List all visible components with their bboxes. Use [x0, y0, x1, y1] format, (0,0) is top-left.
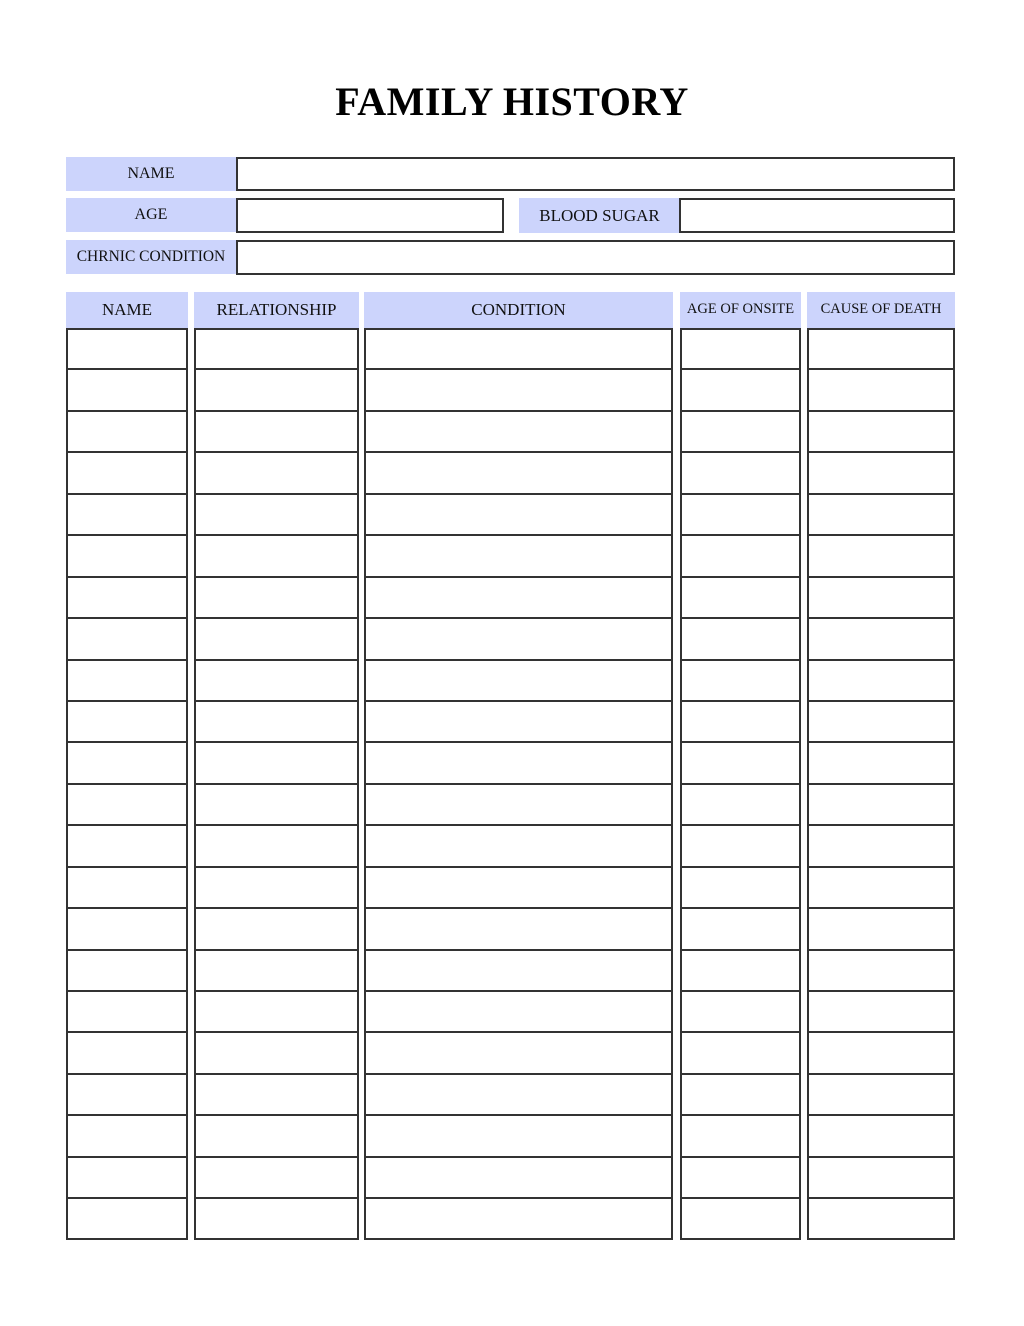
table-cell-cause-of-death[interactable]: [807, 1157, 955, 1198]
table-cell-relationship[interactable]: [194, 1074, 359, 1115]
table-cell-relationship[interactable]: [194, 742, 359, 783]
table-cell-condition[interactable]: [364, 535, 673, 576]
table-cell-name[interactable]: [66, 701, 188, 742]
table-cell-age-of-onset[interactable]: [680, 742, 801, 783]
table-cell-age-of-onset[interactable]: [680, 618, 801, 659]
column-header-cause-of-death: CAUSE OF DEATH: [807, 292, 955, 328]
table-cell-age-of-onset[interactable]: [680, 577, 801, 618]
table-cell-age-of-onset[interactable]: [680, 660, 801, 701]
name-label: NAME: [66, 157, 236, 191]
table-cell-condition[interactable]: [364, 908, 673, 949]
column-cause-of-death-cells: [807, 328, 955, 1240]
table-cell-age-of-onset[interactable]: [680, 369, 801, 410]
table-cell-age-of-onset[interactable]: [680, 535, 801, 576]
table-cell-age-of-onset[interactable]: [680, 950, 801, 991]
table-cell-condition[interactable]: [364, 577, 673, 618]
age-label: AGE: [66, 198, 236, 232]
table-cell-name[interactable]: [66, 618, 188, 659]
table-cell-relationship[interactable]: [194, 867, 359, 908]
table-cell-condition[interactable]: [364, 1198, 673, 1239]
table-cell-cause-of-death[interactable]: [807, 577, 955, 618]
table-cell-cause-of-death[interactable]: [807, 452, 955, 493]
table-cell-cause-of-death[interactable]: [807, 535, 955, 576]
table-cell-name[interactable]: [66, 784, 188, 825]
table-cell-name[interactable]: [66, 1074, 188, 1115]
table-cell-age-of-onset[interactable]: [680, 701, 801, 742]
table-cell-condition[interactable]: [364, 328, 673, 369]
table-cell-relationship[interactable]: [194, 1157, 359, 1198]
table-cell-age-of-onset[interactable]: [680, 825, 801, 866]
table-cell-condition[interactable]: [364, 1115, 673, 1156]
column-header-name: NAME: [66, 292, 188, 328]
table-cell-age-of-onset[interactable]: [680, 452, 801, 493]
table-cell-relationship[interactable]: [194, 535, 359, 576]
table-cell-cause-of-death[interactable]: [807, 328, 955, 369]
table-cell-name[interactable]: [66, 1198, 188, 1239]
table-cell-relationship[interactable]: [194, 328, 359, 369]
table-cell-condition[interactable]: [364, 494, 673, 535]
table-cell-name[interactable]: [66, 742, 188, 783]
table-cell-condition[interactable]: [364, 1157, 673, 1198]
table-cell-name[interactable]: [66, 535, 188, 576]
table-cell-condition[interactable]: [364, 660, 673, 701]
table-cell-name[interactable]: [66, 577, 188, 618]
table-cell-cause-of-death[interactable]: [807, 618, 955, 659]
table-cell-relationship[interactable]: [194, 452, 359, 493]
table-cell-age-of-onset[interactable]: [680, 1198, 801, 1239]
table-cell-condition[interactable]: [364, 701, 673, 742]
table-cell-condition[interactable]: [364, 618, 673, 659]
column-header-age-of-onset: AGE OF ONSITE: [680, 292, 801, 328]
table-cell-age-of-onset[interactable]: [680, 1115, 801, 1156]
table-cell-cause-of-death[interactable]: [807, 411, 955, 452]
table-cell-relationship[interactable]: [194, 1198, 359, 1239]
age-field[interactable]: [236, 198, 504, 233]
column-relationship-cells: [194, 328, 359, 1240]
table-cell-cause-of-death[interactable]: [807, 950, 955, 991]
table-cell-cause-of-death[interactable]: [807, 908, 955, 949]
name-field[interactable]: [236, 157, 955, 191]
table-cell-cause-of-death[interactable]: [807, 991, 955, 1032]
table-cell-condition[interactable]: [364, 950, 673, 991]
table-cell-cause-of-death[interactable]: [807, 784, 955, 825]
table-cell-relationship[interactable]: [194, 908, 359, 949]
table-cell-name[interactable]: [66, 867, 188, 908]
table-cell-relationship[interactable]: [194, 494, 359, 535]
table-cell-relationship[interactable]: [194, 825, 359, 866]
table-cell-cause-of-death[interactable]: [807, 701, 955, 742]
table-cell-relationship[interactable]: [194, 411, 359, 452]
table-cell-cause-of-death[interactable]: [807, 494, 955, 535]
table-cell-condition[interactable]: [364, 1032, 673, 1073]
table-cell-relationship[interactable]: [194, 660, 359, 701]
table-cell-name[interactable]: [66, 1157, 188, 1198]
table-cell-age-of-onset[interactable]: [680, 1032, 801, 1073]
table-cell-age-of-onset[interactable]: [680, 1157, 801, 1198]
table-cell-name[interactable]: [66, 825, 188, 866]
blood-sugar-field[interactable]: [679, 198, 955, 233]
table-cell-condition[interactable]: [364, 784, 673, 825]
column-condition-cells: [364, 328, 673, 1240]
table-cell-cause-of-death[interactable]: [807, 742, 955, 783]
table-cell-condition[interactable]: [364, 411, 673, 452]
table-cell-age-of-onset[interactable]: [680, 867, 801, 908]
table-cell-cause-of-death[interactable]: [807, 369, 955, 410]
table-cell-condition[interactable]: [364, 991, 673, 1032]
table-cell-condition[interactable]: [364, 369, 673, 410]
column-header-condition: CONDITION: [364, 292, 673, 328]
table-cell-cause-of-death[interactable]: [807, 825, 955, 866]
table-cell-name[interactable]: [66, 452, 188, 493]
table-cell-cause-of-death[interactable]: [807, 1115, 955, 1156]
table-cell-age-of-onset[interactable]: [680, 411, 801, 452]
table-cell-relationship[interactable]: [194, 618, 359, 659]
table-cell-name[interactable]: [66, 1115, 188, 1156]
table-cell-cause-of-death[interactable]: [807, 867, 955, 908]
table-cell-cause-of-death[interactable]: [807, 1074, 955, 1115]
table-cell-relationship[interactable]: [194, 784, 359, 825]
table-cell-relationship[interactable]: [194, 991, 359, 1032]
table-cell-relationship[interactable]: [194, 1032, 359, 1073]
table-cell-name[interactable]: [66, 660, 188, 701]
table-cell-age-of-onset[interactable]: [680, 328, 801, 369]
chronic-condition-field[interactable]: [236, 240, 955, 275]
table-cell-relationship[interactable]: [194, 577, 359, 618]
table-cell-condition[interactable]: [364, 742, 673, 783]
column-header-relationship: RELATIONSHIP: [194, 292, 359, 328]
table-cell-relationship[interactable]: [194, 369, 359, 410]
table-cell-name[interactable]: [66, 1032, 188, 1073]
table-cell-name[interactable]: [66, 991, 188, 1032]
table-cell-age-of-onset[interactable]: [680, 991, 801, 1032]
table-cell-name[interactable]: [66, 411, 188, 452]
table-cell-name[interactable]: [66, 950, 188, 991]
table-cell-name[interactable]: [66, 494, 188, 535]
table-cell-condition[interactable]: [364, 1074, 673, 1115]
column-age-of-onset-cells: [680, 328, 801, 1240]
table-cell-name[interactable]: [66, 328, 188, 369]
table-cell-condition[interactable]: [364, 825, 673, 866]
table-cell-condition[interactable]: [364, 867, 673, 908]
table-cell-cause-of-death[interactable]: [807, 660, 955, 701]
table-cell-condition[interactable]: [364, 452, 673, 493]
table-cell-relationship[interactable]: [194, 1115, 359, 1156]
table-cell-name[interactable]: [66, 908, 188, 949]
column-name-cells: [66, 328, 188, 1240]
table-cell-name[interactable]: [66, 369, 188, 410]
table-cell-relationship[interactable]: [194, 701, 359, 742]
table-cell-age-of-onset[interactable]: [680, 784, 801, 825]
table-cell-cause-of-death[interactable]: [807, 1032, 955, 1073]
page-title: FAMILY HISTORY: [335, 79, 689, 124]
table-cell-relationship[interactable]: [194, 950, 359, 991]
table-cell-cause-of-death[interactable]: [807, 1198, 955, 1239]
table-cell-age-of-onset[interactable]: [680, 908, 801, 949]
table-cell-age-of-onset[interactable]: [680, 1074, 801, 1115]
blood-sugar-label: BLOOD SUGAR: [519, 198, 680, 233]
chronic-condition-label: CHRNIC CONDITION: [66, 240, 236, 274]
table-cell-age-of-onset[interactable]: [680, 494, 801, 535]
